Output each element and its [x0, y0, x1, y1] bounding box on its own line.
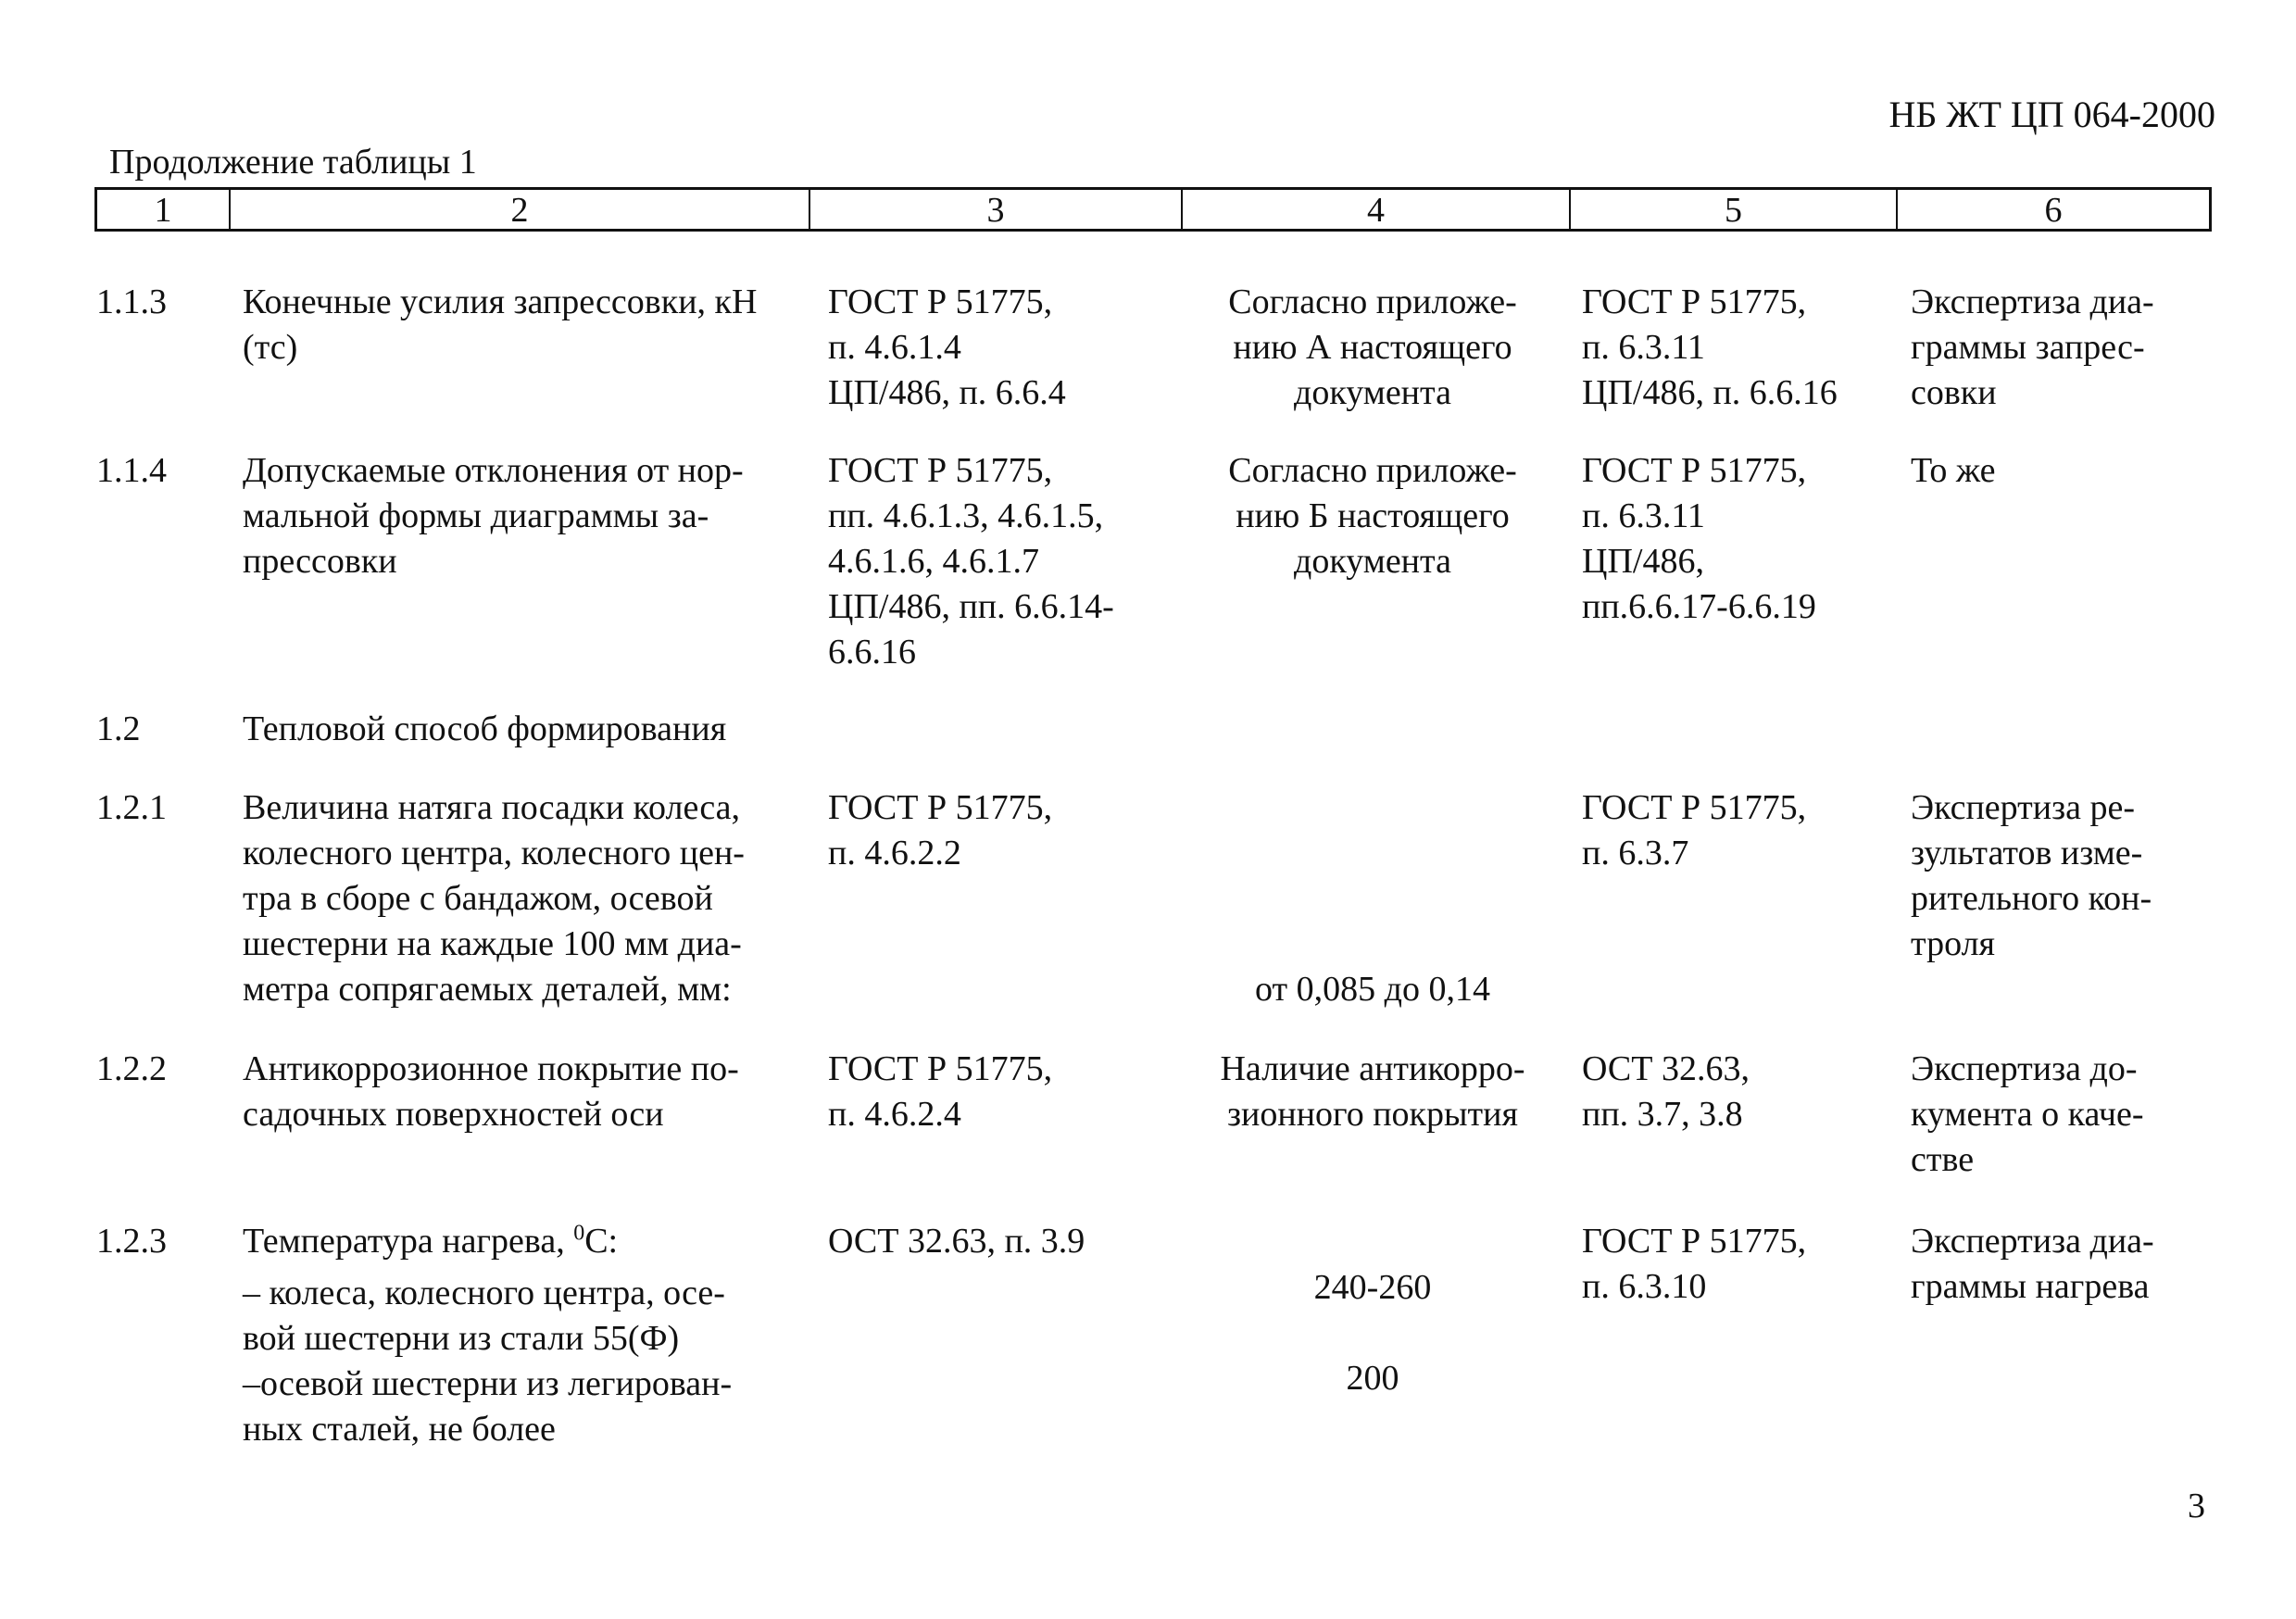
row-requirement: от 0,085 до 0,14: [1255, 970, 1490, 1009]
row-parameter: [243, 1219, 826, 1264]
table-header: [94, 187, 2212, 232]
row-number: 1.2.1: [96, 788, 167, 827]
header-cell-4: 4: [1183, 190, 1571, 229]
row-control-method: ГОСТ Р 51775, п. 6.3.11 ЦП/486, п. 6.6.16: [1582, 282, 1838, 412]
row-control-form: Экспертиза диа- граммы нагрева: [1911, 1222, 2154, 1306]
document-number: НБ ЖТ ЦП 064-2000: [1888, 94, 2215, 135]
header-cell-1: 1: [97, 190, 231, 229]
row-number: 1.1.3: [96, 282, 167, 321]
row-requirement-2: 200: [1346, 1359, 1399, 1398]
row-control-form: То же: [1911, 451, 1996, 490]
row-normative-ref: ГОСТ Р 51775, пп. 4.6.1.3, 4.6.1.5, 4.6.1.6, 4.6.1.7 ЦП/486, пп. 6.6.14- 6.6.16: [828, 451, 1114, 671]
row-normative-ref: ГОСТ Р 51775, п. 4.6.2.4: [828, 1049, 1053, 1134]
table-caption: Продолжение таблицы 1: [109, 143, 477, 182]
row-parameter: Антикоррозионное покрытие по- садочных поверхностей оси: [243, 1049, 739, 1134]
row-parameter: Конечные усилия запрессовки, кН (тс): [243, 282, 758, 367]
row-parameter: Допускаемые отклонения от нор- мальной формы диаграммы за- прессовки: [243, 451, 744, 581]
row-normative-ref: ОСТ 32.63, п. 3.9: [828, 1222, 1085, 1261]
header-cell-5: 5: [1571, 190, 1898, 229]
row-requirement-1: 240-260: [1313, 1268, 1432, 1307]
header-cell-2: 2: [231, 190, 810, 229]
row-number: 1.2: [96, 709, 141, 748]
row-normative-ref: ГОСТ Р 51775, п. 4.6.1.4 ЦП/486, п. 6.6.4: [828, 282, 1066, 412]
row-control-method: ОСТ 32.63, пп. 3.7, 3.8: [1582, 1049, 1750, 1134]
row-control-method: ГОСТ Р 51775, п. 6.3.10: [1582, 1222, 1807, 1306]
row-requirement: Согласно приложе- нию Б настоящего документа: [1228, 451, 1517, 581]
row-normative-ref: ГОСТ Р 51775, п. 4.6.2.2: [828, 788, 1053, 872]
unit-label: C:: [584, 1222, 619, 1261]
row-number: 1.1.4: [96, 451, 167, 490]
row-requirement: Согласно приложе- нию А настоящего документа: [1228, 282, 1517, 412]
row-control-form: Экспертиза до- кумента о каче- стве: [1911, 1049, 2144, 1179]
header-cell-6: 6: [2044, 191, 2063, 230]
row-parameter-label: Температура нагрева,: [243, 1222, 574, 1261]
row-number: 1.2.2: [96, 1049, 167, 1088]
row-parameter-items: – колеса, колесного центра, осе- вой шестерни из стали 55(Ф) –осевой шестерни из легирован- ных сталей, не более: [243, 1274, 733, 1449]
row-number: 1.2.3: [96, 1222, 167, 1261]
row-control-method: ГОСТ Р 51775, п. 6.3.11 ЦП/486, пп.6.6.17-6.6.19: [1582, 451, 1816, 626]
row-control-method: ГОСТ Р 51775, п. 6.3.7: [1582, 788, 1807, 872]
header-cell-3: 3: [810, 190, 1183, 229]
row-control-form: Экспертиза ре- зультатов изме- рительного кон- троля: [1911, 788, 2152, 963]
row-parameter: Величина натяга посадки колеса, колесного центра, колесного цен- тра в сборе с бандажом, осевой шестерни на каждые 100 мм диа- метра сопрягаемых деталей, мм:: [243, 788, 745, 1009]
page-number: 3: [2188, 1487, 2205, 1525]
row-control-form: Экспертиза диа- граммы запрес- совки: [1911, 282, 2154, 412]
row-requirement: Наличие антикорро- зионного покрытия: [1220, 1049, 1525, 1134]
row-parameter: Тепловой способ формирования: [243, 709, 727, 748]
degree-superscript: 0: [573, 1221, 585, 1246]
